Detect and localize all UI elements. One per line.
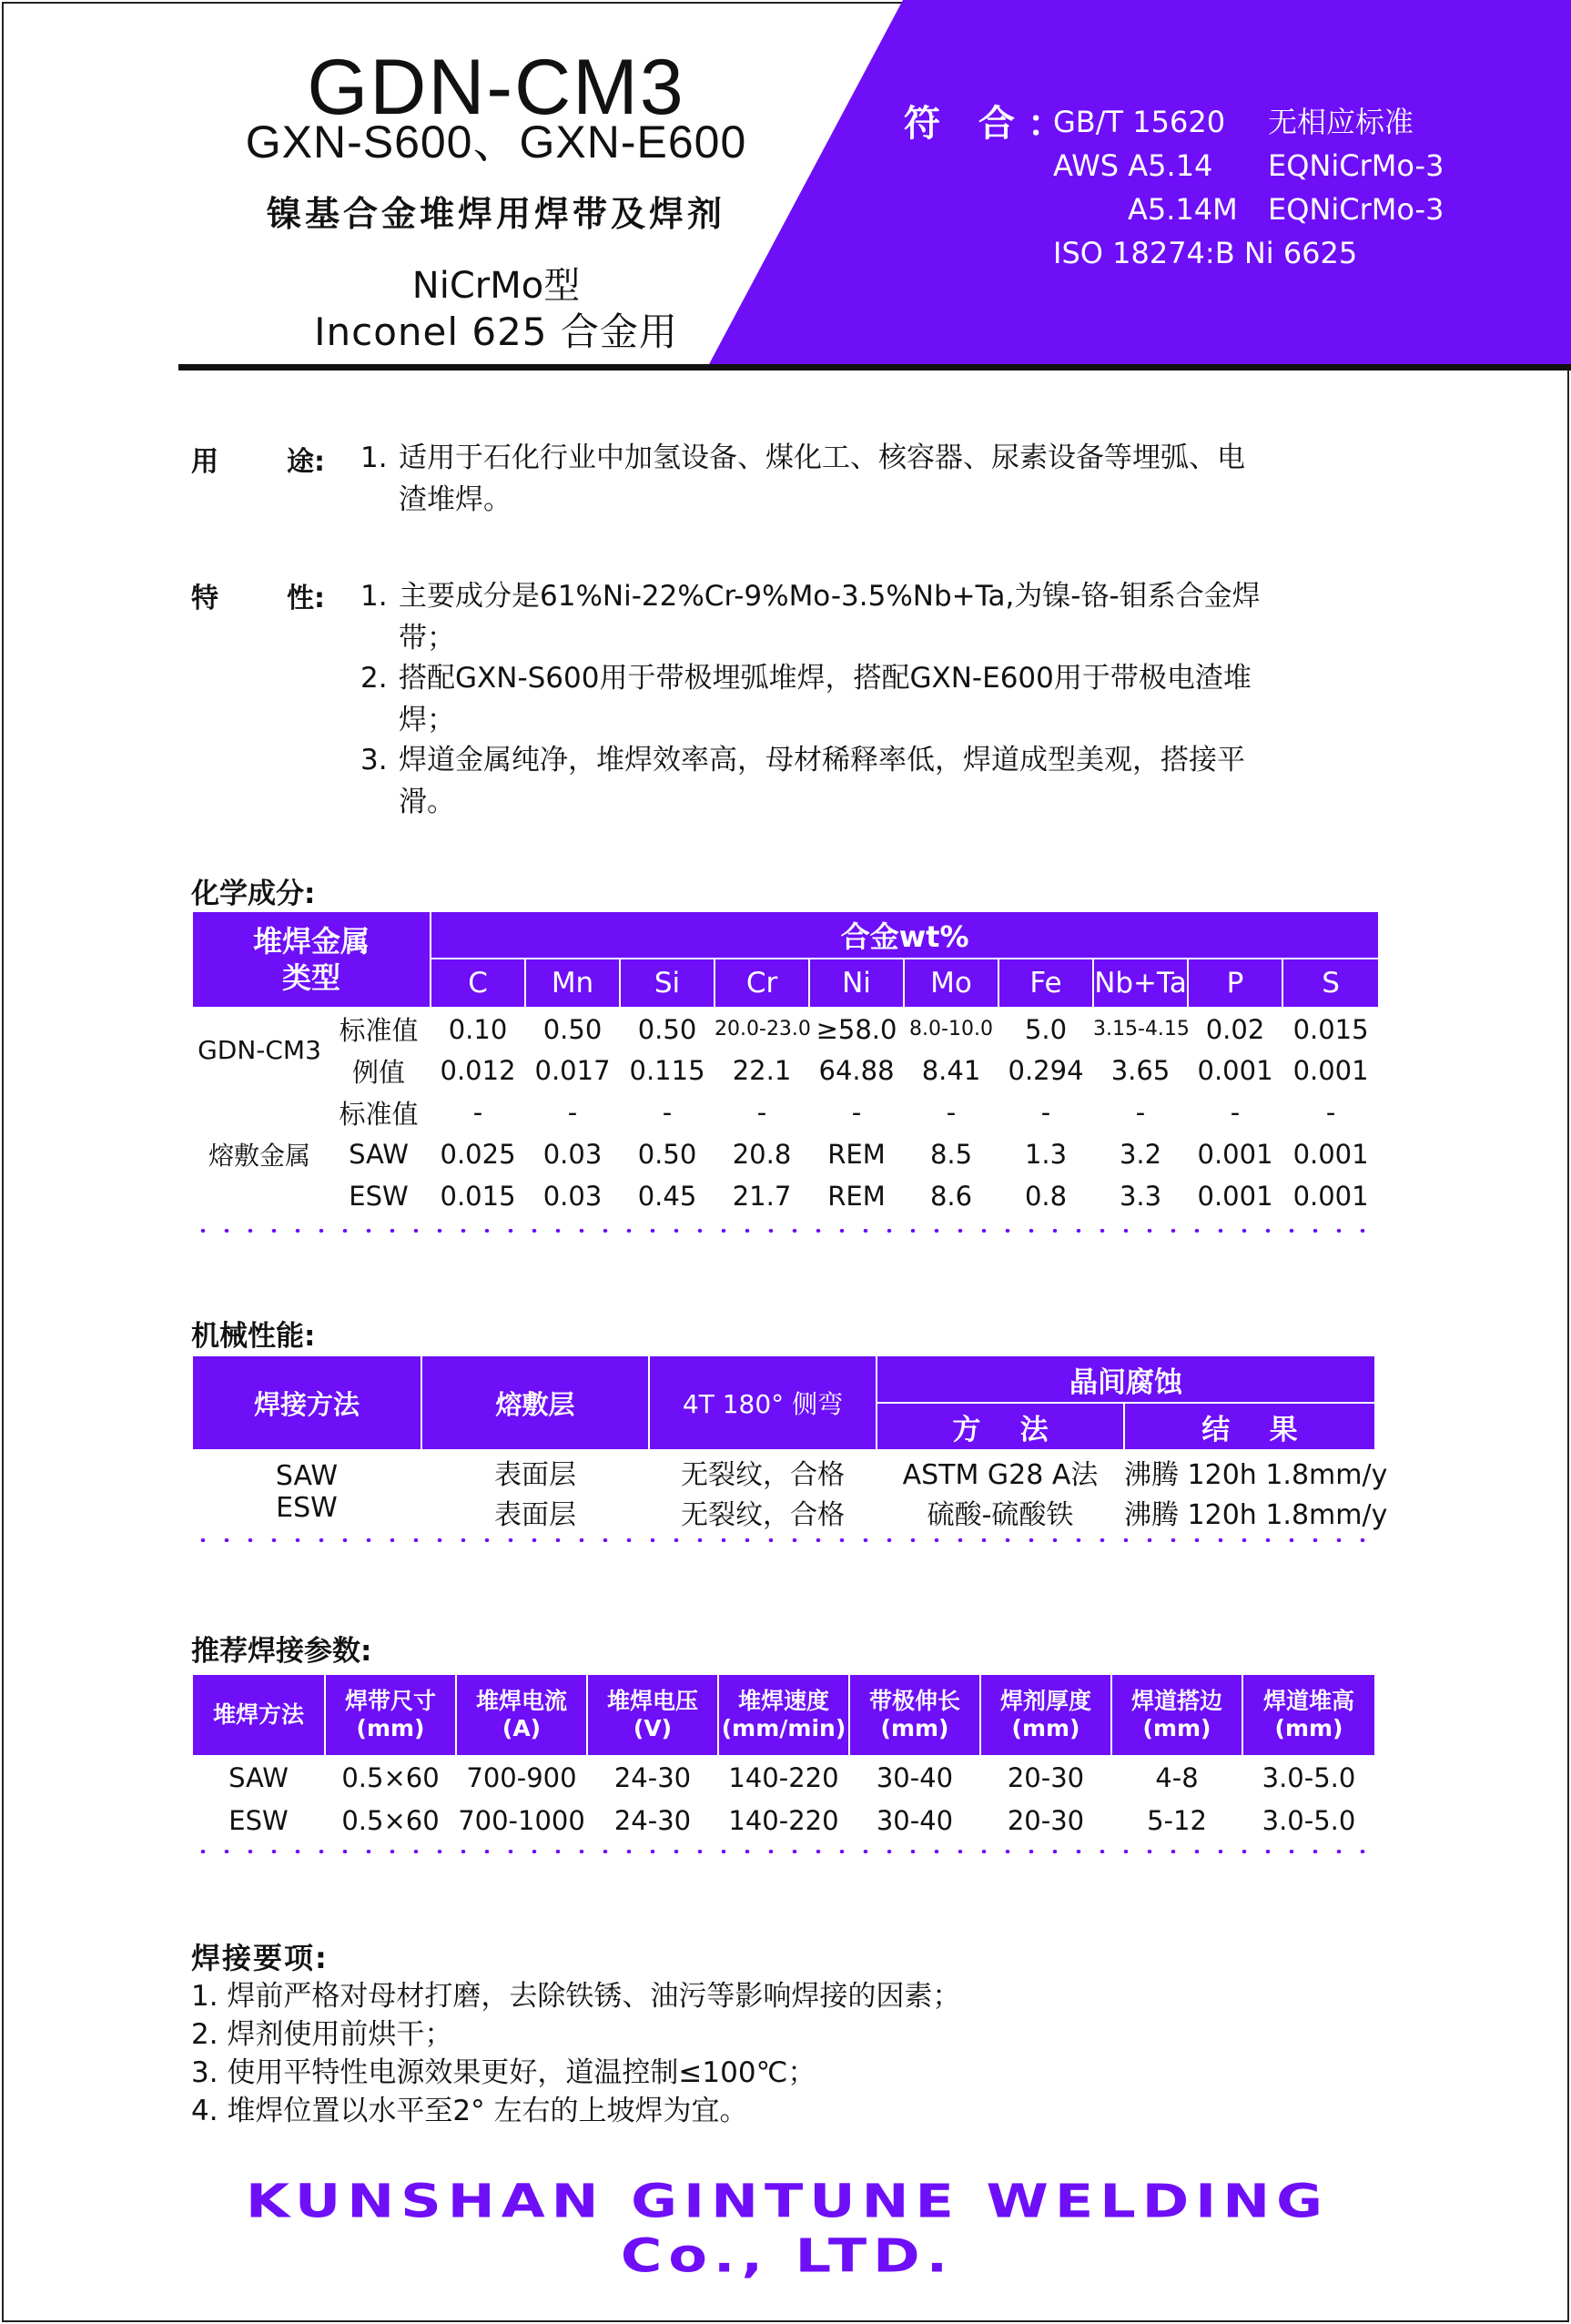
chem-row-kind: ESW	[349, 1181, 409, 1212]
params-header-l2: (mm)	[1011, 1715, 1080, 1741]
chem-body	[192, 1008, 1379, 1217]
chem-value: REM	[827, 1181, 886, 1212]
params-value: ESW	[228, 1804, 289, 1836]
params-value: 140-220	[728, 1804, 839, 1836]
standard-class: 无相应标准	[1268, 105, 1414, 139]
params-column-header	[849, 1674, 980, 1756]
chem-value: 0.001	[1197, 1181, 1273, 1212]
params-header-l1: 堆焊电压	[606, 1688, 698, 1714]
chem-value: 0.02	[1205, 1013, 1265, 1045]
table-row	[192, 1133, 1379, 1175]
item-text: 焊道金属纯净，堆焊效率高，母材稀释率低，焊道成型美观，搭接平	[399, 744, 1245, 776]
chem-value: 0.001	[1292, 1181, 1369, 1212]
params-header-l1: 焊带尺寸	[344, 1688, 436, 1714]
header-rule	[178, 364, 1571, 370]
params-value: 20-30	[1007, 1804, 1085, 1836]
params-header-l2: (mm)	[1142, 1715, 1211, 1741]
chem-value: 3.15-4.15	[1093, 1018, 1190, 1040]
chem-value: -	[472, 1097, 483, 1128]
chem-value: 0.10	[448, 1013, 508, 1045]
chem-value: 8.5	[929, 1139, 973, 1170]
table-row	[192, 1008, 1379, 1050]
params-value: 700-1000	[458, 1804, 585, 1836]
chem-element-header: Ni	[809, 959, 904, 1008]
params-value: 30-40	[876, 1804, 954, 1836]
chem-value: 22.1	[732, 1055, 792, 1086]
standard-code: AWS A5.14	[1053, 148, 1213, 183]
product-name: 镍基合金堆焊用焊带及焊剂	[266, 194, 725, 234]
mech-method: ESW	[276, 1492, 338, 1524]
table-row	[192, 1175, 1379, 1217]
item-text-cont: 焊；	[399, 704, 455, 736]
chem-row-kind: 标准值	[339, 1015, 419, 1046]
chemical-table	[191, 910, 1380, 1217]
params-value: 24-30	[613, 1804, 692, 1836]
params-column-header	[587, 1674, 718, 1756]
usage-label-a: 用	[191, 446, 218, 478]
chem-value: 8.6	[929, 1181, 973, 1212]
chem-element-header: C	[431, 959, 525, 1008]
params-title: 推荐焊接参数:	[191, 1635, 372, 1668]
item-text-cont: 带；	[399, 622, 455, 655]
mech-method: SAW	[275, 1460, 339, 1492]
chem-element-header: Cr	[715, 959, 809, 1008]
chem-element-header: S	[1282, 959, 1379, 1008]
table-row	[192, 1756, 1375, 1799]
mech-bend-header: 4T 180° 侧弯	[649, 1355, 877, 1450]
chem-value: 0.50	[637, 1139, 697, 1170]
chemical-title: 化学成分:	[191, 878, 316, 910]
chem-value: 5.0	[1024, 1013, 1068, 1045]
params-header-l2: (V)	[633, 1715, 673, 1741]
table-row	[192, 1492, 1375, 1532]
product-type: NiCrMo型	[411, 265, 581, 307]
chem-value: 3.65	[1110, 1055, 1171, 1086]
chem-value: 0.50	[637, 1013, 697, 1045]
params-table	[191, 1673, 1376, 1842]
company-name: KUNSHAN GINTUNE WELDING Co., LTD.	[245, 2174, 1330, 2283]
item-text-cont: 滑。	[399, 786, 455, 818]
chem-group-name: GDN-CM3	[198, 1035, 321, 1065]
params-header-l2: (mm)	[880, 1715, 949, 1741]
params-header-l1: 带极伸长	[868, 1688, 960, 1714]
params-column-header	[718, 1674, 849, 1756]
chem-value: 0.03	[542, 1139, 603, 1170]
chem-value: REM	[827, 1139, 886, 1170]
chem-row-kind: 标准值	[339, 1098, 419, 1130]
standard-code: A5.14M	[1128, 192, 1238, 227]
params-value: 24-30	[613, 1762, 692, 1793]
chem-value: -	[1230, 1097, 1241, 1128]
chem-value: ≥58.0	[816, 1013, 897, 1045]
note-item: 3. 使用平特性电源效果更好，道温控制≤100℃；	[191, 2056, 816, 2089]
params-value: 30-40	[876, 1762, 954, 1793]
params-value: 3.0-5.0	[1262, 1804, 1356, 1836]
table-row	[192, 1091, 1379, 1133]
chem-value: -	[851, 1097, 862, 1128]
params-header-l2: (mm)	[1274, 1715, 1343, 1741]
chem-type-header	[192, 911, 431, 1008]
chem-value: 0.294	[1008, 1055, 1084, 1086]
params-value: 140-220	[728, 1762, 839, 1793]
params-value: 0.5×60	[341, 1762, 440, 1793]
chem-value: -	[1135, 1097, 1146, 1128]
chem-value: -	[946, 1097, 957, 1128]
features-label-b: 性:	[287, 583, 325, 614]
chem-value: 0.017	[534, 1055, 611, 1086]
item-text: 搭配GXN-S600用于带极埋弧堆焊，搭配GXN-E600用于带极电渣堆	[399, 662, 1252, 695]
chem-value: 0.45	[637, 1181, 697, 1212]
chem-value: 0.015	[440, 1181, 516, 1212]
notes-list	[191, 1977, 1374, 2130]
chem-value: -	[662, 1097, 673, 1128]
feature-item	[360, 739, 1398, 823]
item-number: 3.	[360, 744, 388, 776]
params-value: 3.0-5.0	[1262, 1762, 1356, 1793]
params-header-l1: 堆焊速度	[737, 1688, 829, 1714]
chem-value: -	[567, 1097, 578, 1128]
params-header-l1: 堆焊电流	[475, 1688, 567, 1714]
chem-element-header: Mo	[904, 959, 998, 1008]
usage-label-b: 途:	[287, 446, 325, 478]
mech-corr-method-header: 方 法	[877, 1403, 1124, 1450]
chem-row-kind: 例值	[352, 1056, 406, 1088]
mechanical-table	[191, 1355, 1388, 1532]
product-code: GDN-CM3	[307, 44, 685, 131]
params-dotted-rule	[191, 1850, 1374, 1853]
chem-group-name: 熔敷金属	[208, 1141, 310, 1171]
params-column-header	[1111, 1674, 1242, 1756]
chem-alloy-header: 合金wt%	[431, 911, 1379, 959]
item-number: 2.	[360, 662, 388, 695]
chem-element-header: Mn	[525, 959, 620, 1008]
params-header-l1: 焊剂厚度	[999, 1688, 1091, 1714]
chem-value: 1.3	[1024, 1139, 1068, 1170]
params-value: SAW	[228, 1762, 289, 1793]
item-text-cont: 渣堆焊。	[399, 483, 512, 516]
item-text: 主要成分是61%Ni-22%Cr-9%Mo-3.5%Nb+Ta,为镍-铬-钼系合金焊	[399, 580, 1261, 613]
params-column-header	[456, 1674, 587, 1756]
params-column-header	[980, 1674, 1111, 1756]
params-header-l2: (mm)	[356, 1715, 425, 1741]
item-number: 1.	[360, 441, 388, 474]
params-header-l1: 焊道堆高	[1262, 1688, 1354, 1714]
params-header-l1: 堆焊方法	[212, 1701, 304, 1728]
mech-layer: 表面层	[494, 1499, 576, 1531]
chem-value: 0.001	[1292, 1139, 1369, 1170]
chem-value: 0.8	[1024, 1181, 1068, 1212]
feature-item	[360, 575, 1398, 659]
chem-value: 3.2	[1119, 1139, 1162, 1170]
mech-corrosion-header: 晶间腐蚀	[877, 1355, 1375, 1403]
mech-bend: 无裂纹，合格	[681, 1499, 845, 1531]
mech-method-header: 焊接方法	[192, 1355, 421, 1450]
chem-value: 0.015	[1292, 1013, 1369, 1045]
chem-value: 8.0-10.0	[909, 1018, 993, 1040]
params-column-header	[192, 1674, 325, 1756]
params-body	[192, 1756, 1375, 1842]
chem-value: 20.8	[732, 1139, 792, 1170]
standard-class: EQNiCrMo-3	[1268, 192, 1444, 227]
alloy-usage: Inconel 625 合金用	[314, 310, 678, 354]
mech-corr-result: 沸腾 120h 1.8mm/y	[1124, 1499, 1388, 1531]
chem-element-header: P	[1188, 959, 1282, 1008]
mech-corr-result: 沸腾 120h 1.8mm/y	[1124, 1459, 1388, 1491]
chem-value: 0.025	[440, 1139, 516, 1170]
chem-type-header-l1: 堆焊金属	[253, 924, 370, 959]
chem-value: 0.001	[1292, 1055, 1369, 1086]
standards-label: 符 合：	[904, 103, 1077, 145]
chem-row-kind: SAW	[349, 1139, 409, 1170]
params-value: 4-8	[1155, 1762, 1199, 1793]
chem-type-header-l2: 类型	[282, 960, 341, 995]
note-item: 1. 焊前严格对母材打磨，去除铁锈、油污等影响焊接的因素；	[191, 1980, 961, 2013]
chem-value: 64.88	[818, 1055, 895, 1086]
note-item: 2. 焊剂使用前烘干；	[191, 2018, 453, 2051]
flux-codes: GXN-S600、GXN-E600	[245, 117, 747, 167]
table-row	[192, 1050, 1379, 1091]
standard-class: EQNiCrMo-3	[1268, 148, 1444, 183]
params-column-header	[1242, 1674, 1375, 1756]
feature-item	[360, 657, 1398, 741]
mech-corr-method: ASTM G28 A法	[902, 1459, 1099, 1491]
params-header-l1: 焊道搭边	[1130, 1688, 1222, 1714]
usage-item	[360, 437, 1398, 521]
params-header-l2: (A)	[502, 1715, 542, 1741]
chem-value: 0.03	[542, 1181, 603, 1212]
chem-element-header: Si	[620, 959, 715, 1008]
params-value: 700-900	[466, 1762, 577, 1793]
chem-value: 21.7	[732, 1181, 792, 1212]
chem-value: -	[1040, 1097, 1051, 1128]
item-text: 适用于石化行业中加氢设备、煤化工、核容器、尿素设备等埋弧、电	[399, 441, 1245, 474]
chem-element-header: Nb+Ta	[1093, 959, 1188, 1008]
chem-value: 0.012	[440, 1055, 516, 1086]
item-number: 1.	[360, 580, 388, 613]
features-label-a: 特	[191, 583, 218, 614]
table-row	[192, 1450, 1375, 1492]
mech-corr-result-header: 结 果	[1124, 1403, 1375, 1450]
mechanical-title: 机械性能:	[191, 1320, 316, 1353]
params-header-l2: (mm/min)	[721, 1715, 846, 1741]
chem-value: 0.001	[1197, 1055, 1273, 1086]
table-row	[192, 1799, 1375, 1842]
chem-value: 8.41	[921, 1055, 981, 1086]
notes-title: 焊接要项:	[191, 1941, 329, 1975]
mech-corr-method: 硫酸-硫酸铁	[927, 1499, 1074, 1531]
mech-layer-header: 熔敷层	[421, 1355, 649, 1450]
chem-value: 20.0-23.0	[715, 1018, 811, 1040]
mech-layer: 表面层	[494, 1459, 576, 1491]
chem-dotted-rule	[191, 1229, 1374, 1233]
chem-element-header: Fe	[998, 959, 1093, 1008]
chem-value: 0.001	[1197, 1139, 1273, 1170]
chem-value: -	[1325, 1097, 1336, 1128]
chem-value: 0.50	[542, 1013, 603, 1045]
chem-value: 3.3	[1119, 1181, 1162, 1212]
mech-dotted-rule	[191, 1538, 1374, 1542]
chem-value: 0.115	[629, 1055, 705, 1086]
params-value: 20-30	[1007, 1762, 1085, 1793]
standard-code: GB/T 15620	[1053, 105, 1226, 139]
params-value: 0.5×60	[341, 1804, 440, 1836]
params-value: 5-12	[1147, 1804, 1207, 1836]
params-column-header	[325, 1674, 456, 1756]
chem-value: -	[756, 1097, 767, 1128]
params-header-row	[192, 1674, 1375, 1756]
standard-code: ISO 18274:B Ni 6625	[1053, 236, 1358, 270]
mech-bend: 无裂纹，合格	[681, 1459, 845, 1491]
note-item: 4. 堆焊位置以水平至2° 左右的上坡焊为宜。	[191, 2095, 748, 2127]
